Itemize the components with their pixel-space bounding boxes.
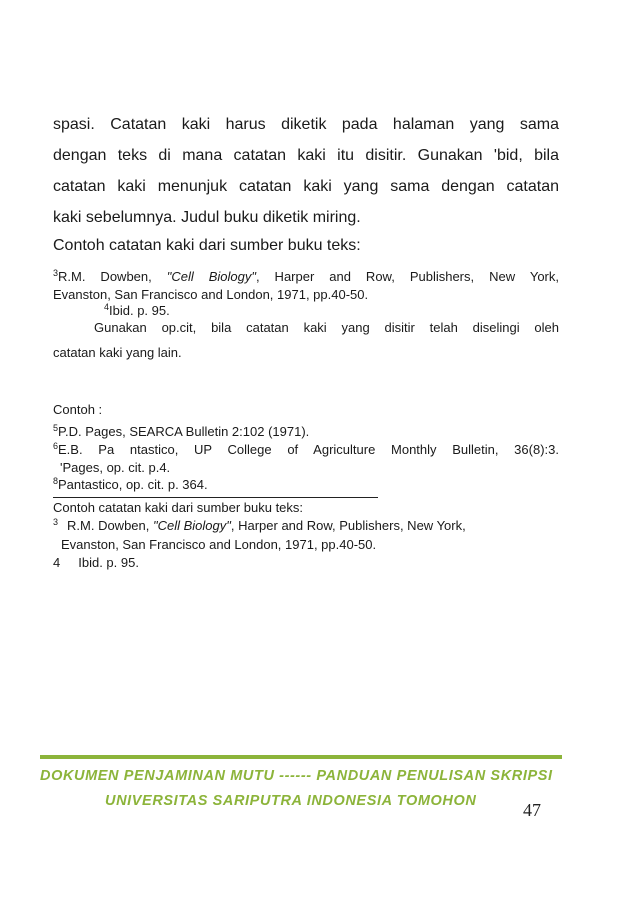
footnote-number: 4 <box>104 302 110 312</box>
example1-line2: Evanston, San Francisco and London, 1971, pp.40-50. <box>53 287 369 302</box>
body-line-4: kaki sebelumnya. Judul buku diketik miring. <box>53 209 361 226</box>
body-line-2: dengan teks di mana catatan kaki itu disitir. Gunakan 'bid, bila <box>53 147 559 164</box>
footnote-number: 3 <box>53 517 59 527</box>
citation-rest: , Harper and Row, Publishers, New York, <box>230 518 466 533</box>
citation-text: Pantastico, op. cit. p. 364. <box>58 477 208 492</box>
citation-text: P.D. Pages, SEARCA Bulletin 2:102 (1971). <box>58 424 310 439</box>
footer-line1: DOKUMEN PENJAMINAN MUTU ------ PANDUAN PENULISAN SKRIPSI <box>40 768 553 784</box>
citation-7: 'Pages, op. cit. p.4. <box>60 460 171 475</box>
footnote-ibid <box>53 554 559 571</box>
example1-ibid <box>104 302 559 319</box>
footnote-number: 5 <box>53 423 59 433</box>
footnote-number: 6 <box>53 441 59 451</box>
citation-5 <box>53 423 559 440</box>
footnote-line2: Evanston, San Francisco and London, 1971, pp.40-50. <box>61 537 377 552</box>
footer-line2: UNIVERSITAS SARIPUTRA INDONESIA TOMOHON <box>105 793 477 809</box>
opcit-line1: Gunakan op.cit, bila catatan kaki yang disitir telah diselingi oleh <box>94 320 559 335</box>
citation-6 <box>53 441 559 458</box>
footnote-number: 8 <box>53 476 59 486</box>
footnote-number: 4 <box>53 555 61 570</box>
footnote-line1 <box>53 517 559 534</box>
ibid-text: Ibid. p. 95. <box>109 303 170 318</box>
example1-line1 <box>53 268 559 285</box>
opcit-line2: catatan kaki yang lain. <box>53 345 182 360</box>
citation-title: "Cell Biology" <box>166 269 256 284</box>
body-line-3: catatan kaki menunjuk catatan kaki yang sama dengan catatan <box>53 178 559 195</box>
citation-text: E.B. Pa ntastico, UP College of Agriculture Monthly Bulletin, 36(8):3. <box>58 442 559 457</box>
citation-8 <box>53 476 559 493</box>
citation-author: R.M. Dowben, <box>58 269 167 284</box>
footer-divider <box>40 755 562 759</box>
ibid-text: Ibid. p. 95. <box>78 555 139 570</box>
citation-author: R.M. Dowben, <box>67 518 153 533</box>
footnote-number: 3 <box>53 268 59 278</box>
citation-rest: , Harper and Row, Publishers, New York, <box>255 269 559 284</box>
footnote-heading: Contoh catatan kaki dari sumber buku teks: <box>53 500 304 515</box>
contoh-heading: Contoh : <box>53 402 103 417</box>
body-line-1: spasi. Catatan kaki harus diketik pada halaman yang sama <box>53 116 559 133</box>
citation-title: "Cell Biology" <box>153 518 231 533</box>
example-heading: Contoh catatan kaki dari sumber buku teks: <box>53 237 361 254</box>
page-number: 47 <box>523 800 541 820</box>
footnote-separator <box>53 497 378 498</box>
